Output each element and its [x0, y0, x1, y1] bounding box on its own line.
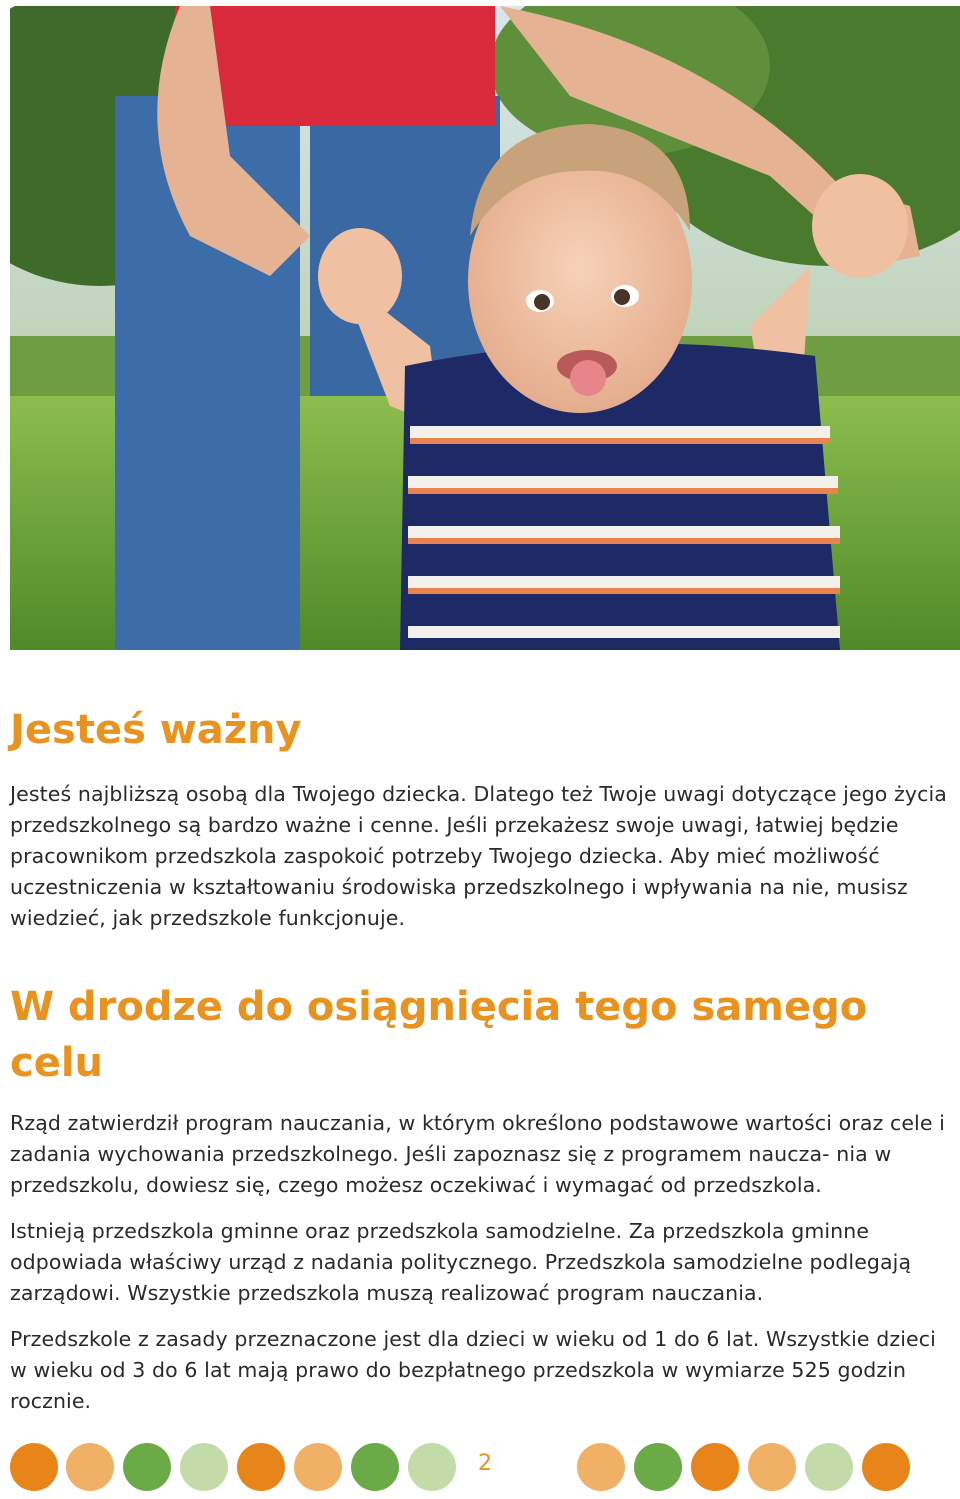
- footer-dot: [634, 1443, 682, 1491]
- section-heading-wspolny-cel: W drodze do osiągnięcia tego samego celu: [10, 984, 868, 1086]
- footer-dot: [294, 1443, 342, 1491]
- footer-dot: [691, 1443, 739, 1491]
- footer-dot: [10, 1443, 58, 1491]
- paragraph-wiek-dzieci: Przedszkole z zasady przeznaczone jest dla dzieci w wieku od 1 do 6 lat. Wszystkie dzieci w wieku od 3 do 6 lat mają prawo do bezpłatnego przedszkola w wymiarze 525 godzin rocznie.: [10, 1327, 936, 1413]
- footer-dot: [180, 1443, 228, 1491]
- footer-dot: [577, 1443, 625, 1491]
- footer-dot: [805, 1443, 853, 1491]
- parent-child-walking-photo: [10, 6, 960, 650]
- paragraph-intro: Jesteś najbliższą osobą dla Twojego dziecka. Dlatego też Twoje uwagi dotyczące jego życia przedszkolnego są bardzo ważne i cenne. Jeśli przekażesz swoje uwagi, łatwiej będzie pracownikom przedszkola zaspokoić potrzeby Twojego dziecka. Aby mieć możliwość uczestniczenia w kształtowaniu środowiska przedszkolnego i wpływania na nie, musisz wiedzieć, jak przedszkole funkcjonuje.: [10, 782, 947, 930]
- main-content: [10, 700, 955, 1417]
- section-heading-jestes-wazny: Jesteś ważny: [10, 707, 302, 753]
- hero-photo: [10, 6, 960, 650]
- footer-dot: [351, 1443, 399, 1491]
- footer-dot: [237, 1443, 285, 1491]
- paragraph-rodzaje-przedszkoli: Istnieją przedszkola gminne oraz przedszkola samodzielne. Za przedszkola gminne odpowiada właściwy urząd z nadania politycznego. Przedszkola samodzielne podlegają zarządowi. Wszystkie przedszkola muszą realizować program nauczania.: [10, 1219, 912, 1305]
- footer-dot: [66, 1443, 114, 1491]
- page-number: 2: [478, 1451, 492, 1476]
- paragraph-program-nauczania: Rząd zatwierdził program nauczania, w którym określono podstawowe wartości oraz cele i zadania wychowania przedszkolnego. Jeśli zapoznasz się z programem naucza- nia w przedszkolu, dowiesz się, czego możesz oczekiwać i wymagać od przedszkola.: [10, 1111, 945, 1197]
- footer-dot: [748, 1443, 796, 1491]
- footer-dot-row: [10, 1443, 960, 1495]
- footer-dot: [408, 1443, 456, 1491]
- footer-dot: [123, 1443, 171, 1491]
- footer-dot: [862, 1443, 910, 1491]
